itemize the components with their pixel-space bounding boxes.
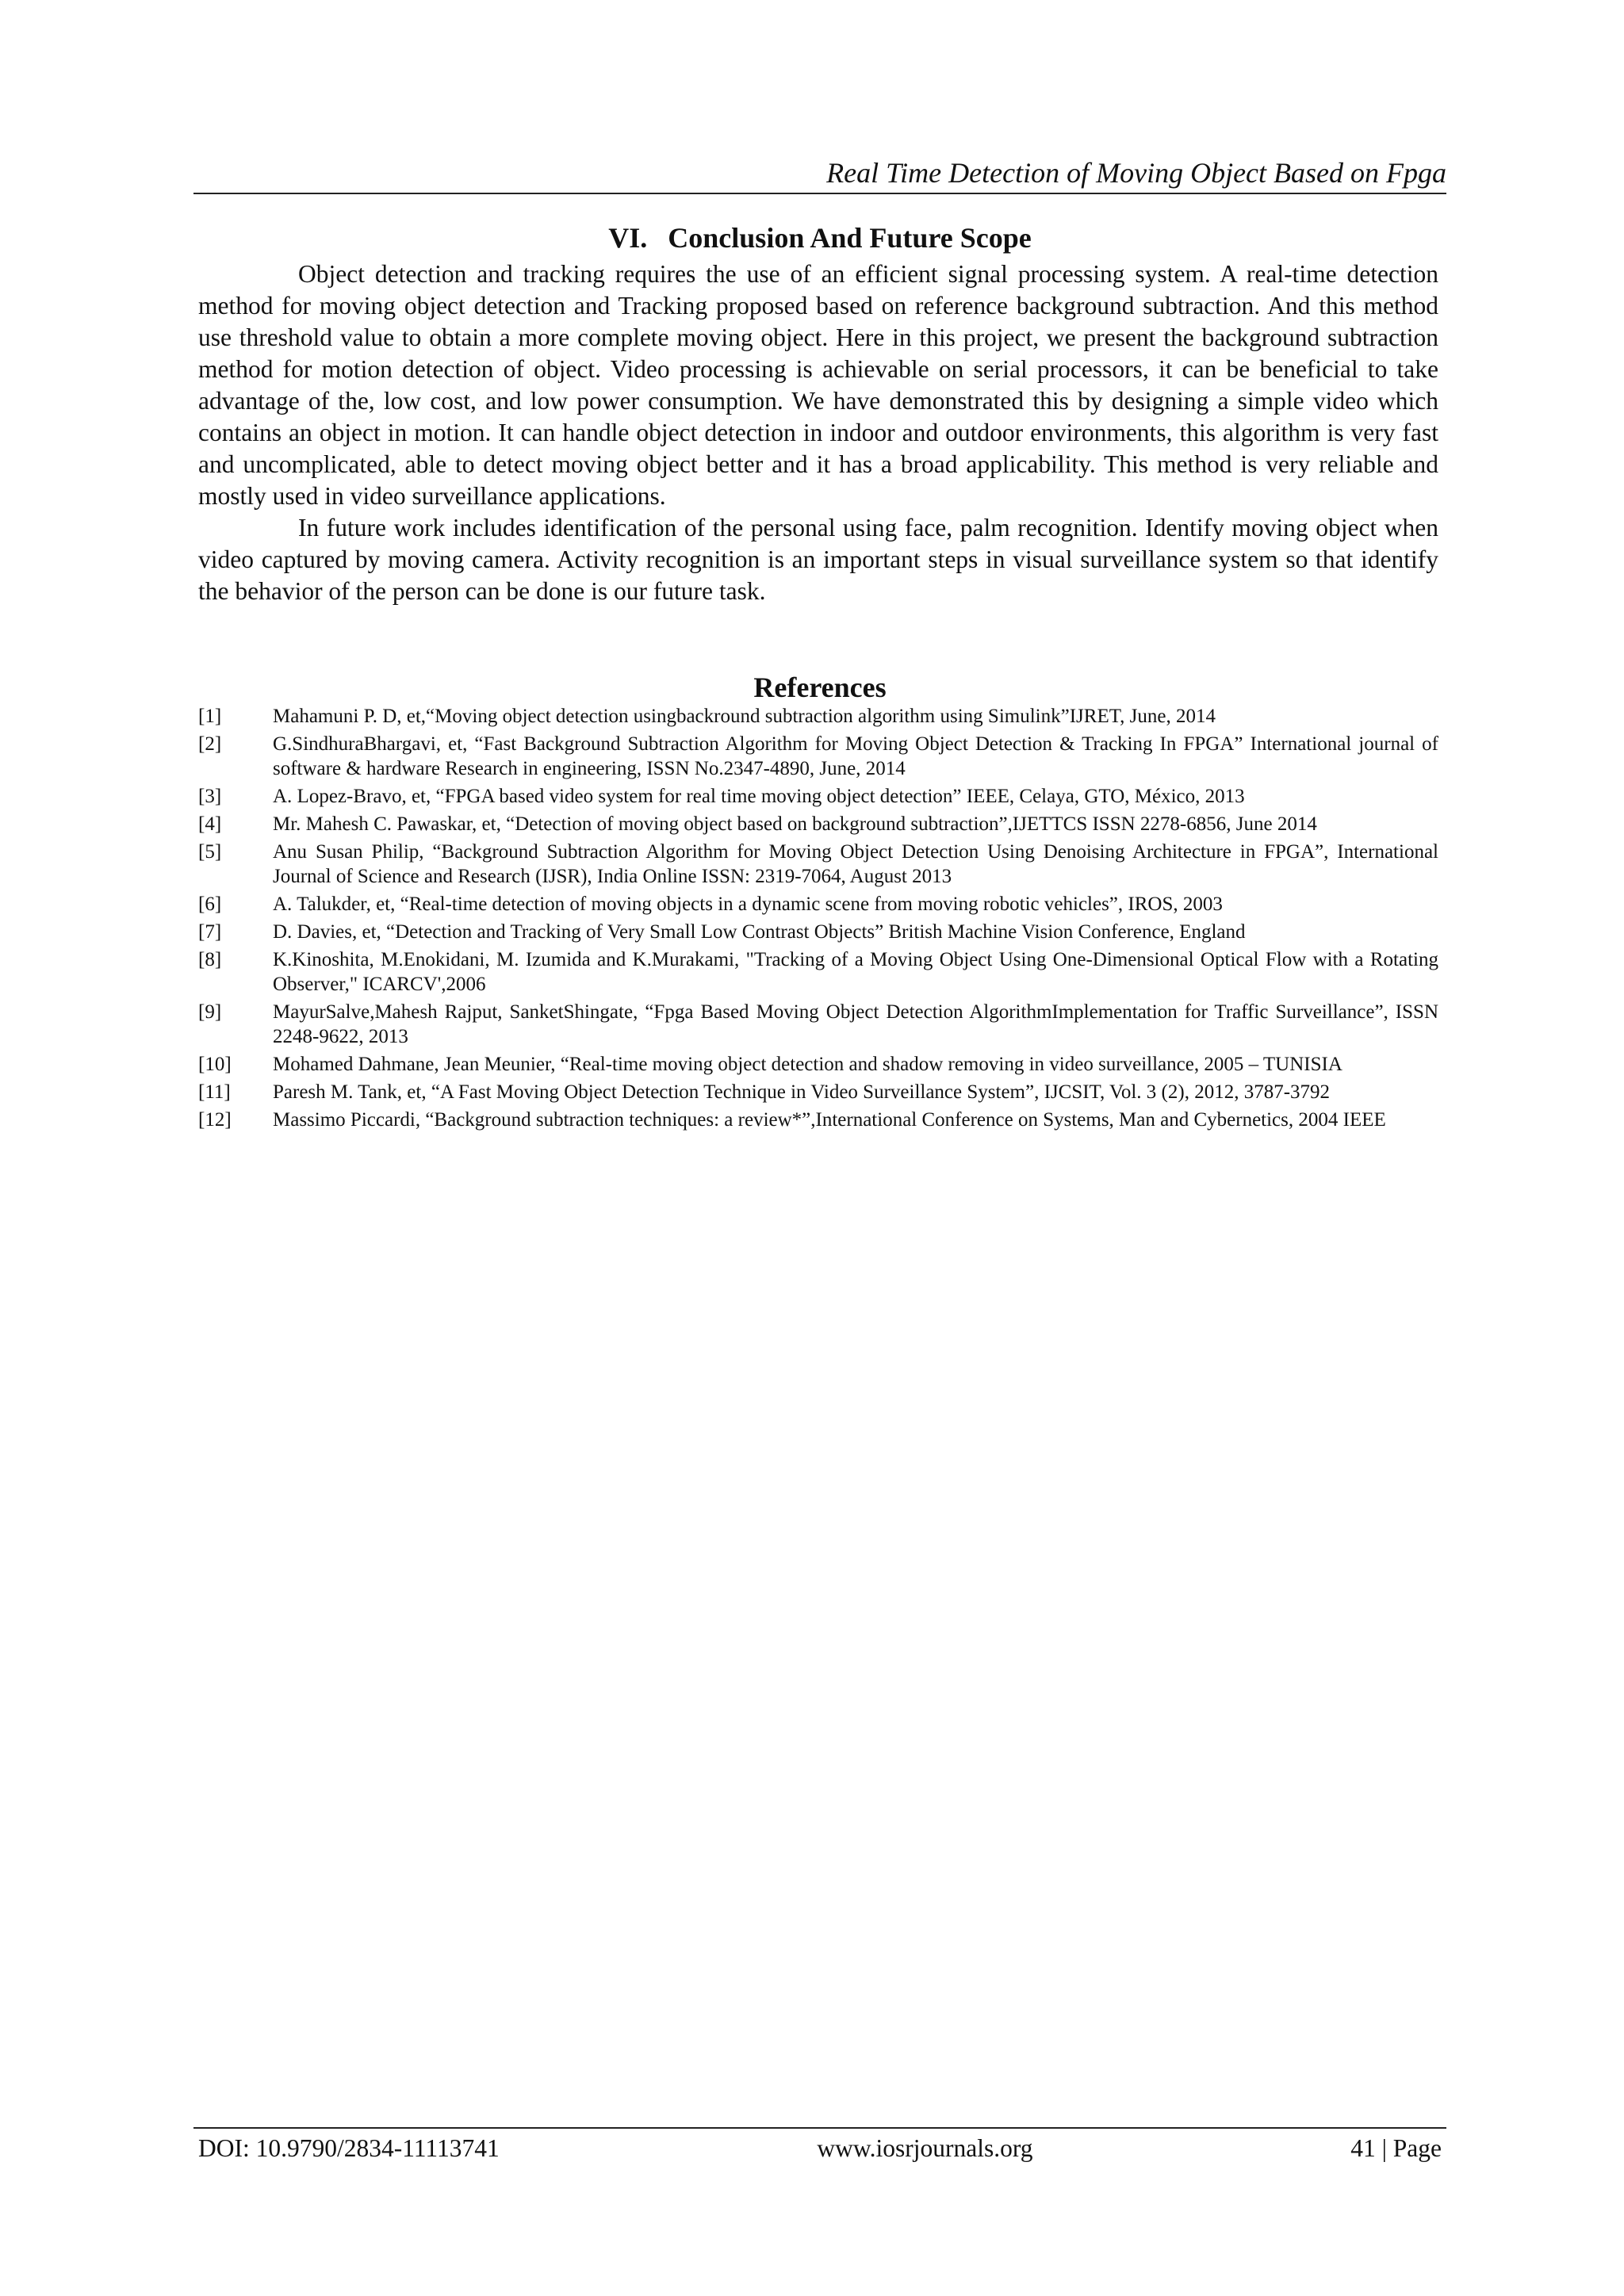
footer-rule bbox=[193, 2127, 1446, 2129]
reference-text: Mohamed Dahmane, Jean Meunier, “Real-time moving object detection and shadow removing in video surveillance, 2005 – TUNISIA bbox=[273, 1054, 1342, 1075]
section-body bbox=[198, 258, 1438, 607]
reference-number: [1] bbox=[198, 706, 222, 727]
footer-doi: DOI: 10.9790/2834-11113741 bbox=[198, 2134, 500, 2162]
reference-number: [6] bbox=[198, 894, 222, 915]
reference-item bbox=[198, 892, 1438, 916]
reference-number: [2] bbox=[198, 733, 222, 755]
header-rule bbox=[193, 193, 1446, 194]
reference-item bbox=[198, 920, 1438, 944]
running-header: Real Time Detection of Moving Object Based on Fpga bbox=[826, 157, 1446, 189]
reference-text: K.Kinoshita, M.Enokidani, M. Izumida and K.Murakami, "Tracking of a Moving Object Using One-Dimensional Optical Flow with a Rotating Observer," ICARCV',2006 bbox=[273, 949, 1438, 995]
reference-text: Mr. Mahesh C. Pawaskar, et, “Detection of moving object based on background subtraction”,IJETTCS ISSN 2278-6856, June 2014 bbox=[273, 813, 1317, 835]
reference-number: [9] bbox=[198, 1001, 222, 1023]
reference-text: D. Davies, et, “Detection and Tracking of Very Small Low Contrast Objects” British Machine Vision Conference, England bbox=[273, 921, 1246, 943]
section-number: VI. bbox=[608, 222, 648, 254]
reference-number: [4] bbox=[198, 813, 222, 835]
paragraph: Object detection and tracking requires the use of an efficient signal processing system. A real-time detection method for moving object detection and Tracking proposed based on reference background subtraction. And this method use threshold value to obtain a more complete moving object. Here in this project, we present the background subtraction method for motion detection of object. Video processing is achievable on serial processors, it can be beneficial to take advantage of the, low cost, and low power consumption. We have demonstrated this by designing a simple video which contains an object in motion. It can handle object detection in indoor and outdoor environments, this algorithm is very fast and uncomplicated, able to detect moving object better and it has a broad applicability. This method is very reliable and mostly used in video surveillance applications. bbox=[198, 260, 1438, 510]
reference-text: G.SindhuraBhargavi, et, “Fast Background Subtraction Algorithm for Moving Object Detection & Tracking In FPGA” International journal of software & hardware Research in engineering, ISSN No.2347-4890, June, 2014 bbox=[273, 733, 1438, 779]
reference-text: MayurSalve,Mahesh Rajput, SanketShingate, “Fpga Based Moving Object Detection AlgorithmImplementation for Traffic Surveillance”, ISSN 2248-9622, 2013 bbox=[273, 1001, 1438, 1047]
section-title: Conclusion And Future Scope bbox=[668, 222, 1032, 254]
footer-page-number: 41 | Page bbox=[1350, 2134, 1442, 2162]
reference-text: Mahamuni P. D, et,“Moving object detection usingbackround subtraction algorithm using Simulink”IJRET, June, 2014 bbox=[273, 706, 1216, 727]
reference-list bbox=[198, 704, 1438, 1135]
footer-website: www.iosrjournals.org bbox=[817, 2134, 1033, 2162]
section-heading bbox=[193, 220, 1446, 255]
reference-number: [8] bbox=[198, 949, 222, 970]
reference-text: A. Talukder, et, “Real-time detection of moving objects in a dynamic scene from moving robotic vehicles”, IROS, 2003 bbox=[273, 894, 1223, 915]
reference-text: Massimo Piccardi, “Background subtraction techniques: a review*”,International Conference on Systems, Man and Cybernetics, 2004 IEEE bbox=[273, 1109, 1386, 1131]
reference-item bbox=[198, 1080, 1438, 1104]
paragraph: In future work includes identification of the personal using face, palm recognition. Identify moving object when video captured by moving camera. Activity recognition is an important steps in visual surveillance system so that identify the behavior of the person can be done is our future task. bbox=[198, 514, 1438, 605]
reference-item bbox=[198, 1108, 1438, 1132]
reference-item bbox=[198, 840, 1438, 889]
reference-text: Paresh M. Tank, et, “A Fast Moving Object Detection Technique in Video Surveillance System”, IJCSIT, Vol. 3 (2), 2012, 3787-3792 bbox=[273, 1081, 1331, 1103]
reference-number: [12] bbox=[198, 1109, 232, 1131]
references-heading: References bbox=[753, 672, 887, 703]
reference-number: [5] bbox=[198, 841, 222, 863]
reference-number: [11] bbox=[198, 1081, 231, 1103]
reference-item bbox=[198, 1000, 1438, 1049]
reference-item bbox=[198, 1052, 1438, 1077]
reference-item bbox=[198, 704, 1438, 729]
reference-item bbox=[198, 784, 1438, 809]
reference-item bbox=[198, 732, 1438, 781]
reference-item bbox=[198, 812, 1438, 836]
reference-text: A. Lopez-Bravo, et, “FPGA based video system for real time moving object detection” IEEE, Celaya, GTO, México, 2013 bbox=[273, 786, 1245, 807]
reference-text: Anu Susan Philip, “Background Subtraction Algorithm for Moving Object Detection Using Denoising Architecture in FPGA”, International Journal of Science and Research (IJSR), India Online ISSN: 2319-7064, August 2013 bbox=[273, 841, 1438, 887]
reference-number: [10] bbox=[198, 1054, 232, 1075]
reference-item bbox=[198, 947, 1438, 997]
page-footer bbox=[198, 2133, 1442, 2164]
reference-number: [3] bbox=[198, 786, 222, 807]
reference-number: [7] bbox=[198, 921, 222, 943]
